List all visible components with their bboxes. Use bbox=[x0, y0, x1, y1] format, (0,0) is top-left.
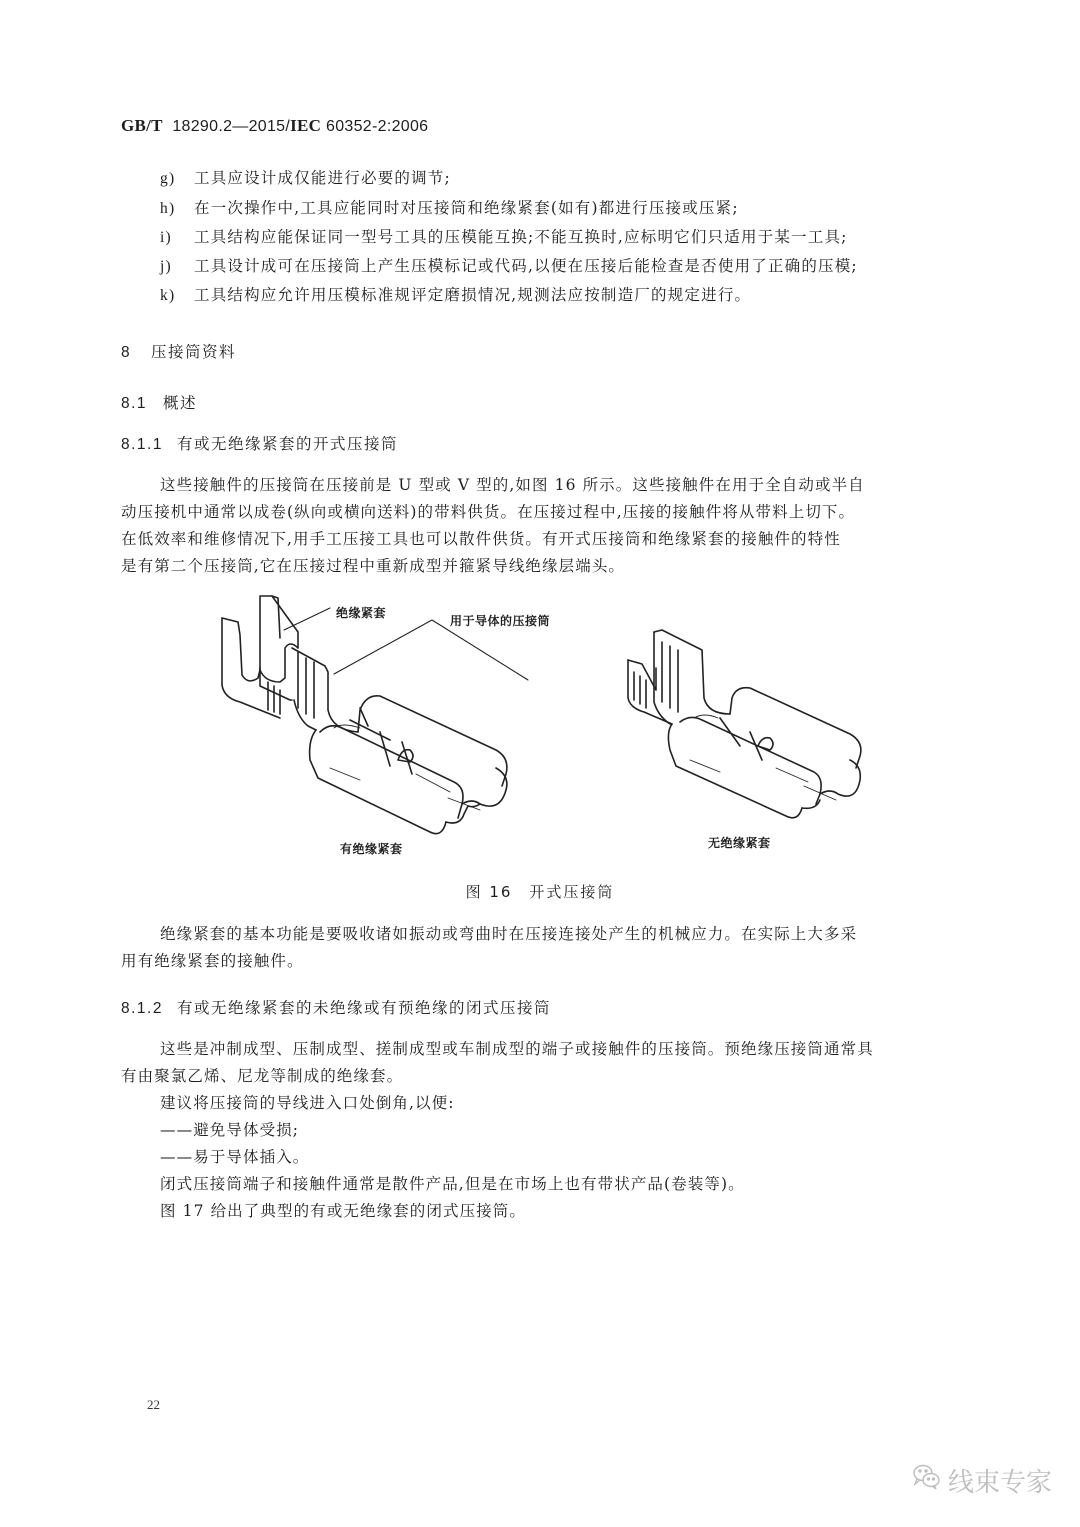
wechat-icon bbox=[912, 1463, 942, 1498]
list-marker: h) bbox=[160, 200, 176, 217]
list-text: 工具结构应能保证同一型号工具的压模能互换;不能互换时,应标明它们只适用于某一工具; bbox=[194, 228, 848, 246]
section-heading-8 bbox=[121, 340, 236, 362]
standard-prefix: GB/T bbox=[121, 116, 163, 135]
section-number: 8.1.2 bbox=[121, 1000, 163, 1017]
section-title: 有或无绝缘紧套的开式压接筒 bbox=[177, 435, 399, 453]
paragraph-line: 图 17 给出了典型的有或无绝缘套的闭式压接筒。 bbox=[160, 1202, 526, 1220]
paragraph-line: 这些接触件的压接筒在压接前是 U 型或 V 型的,如图 16 所示。这些接触件在用于全自动或半自 bbox=[160, 476, 865, 494]
section-heading-8-1-2 bbox=[121, 996, 551, 1018]
open-crimp-barrel-illustration bbox=[210, 590, 870, 870]
list-marker: k) bbox=[160, 287, 176, 304]
section-title: 概述 bbox=[163, 394, 198, 412]
list-text: 工具应设计成仅能进行必要的调节; bbox=[194, 169, 451, 187]
list-item-i bbox=[160, 225, 848, 247]
paragraph-line: 在低效率和维修情况下,用手工压接工具也可以散件供货。有开式压接筒和绝缘紧套的接触件的特性 bbox=[121, 530, 841, 548]
paragraph-insulation-grip-function bbox=[121, 921, 971, 975]
label-with-insulation-grip: 有绝缘紧套 bbox=[340, 842, 403, 856]
section-number: 8.1 bbox=[121, 395, 148, 412]
list-text: 工具设计成可在压接筒上产生压模标记或代码,以便在压接后能检查是否使用了正确的压模; bbox=[194, 257, 858, 275]
section-heading-8-1-1 bbox=[121, 432, 398, 454]
iec-number: 60352-2:2006 bbox=[326, 118, 429, 135]
watermark-text: 线束专家 bbox=[948, 1468, 1053, 1498]
terminal-with-insulation-grip bbox=[222, 596, 507, 834]
paragraph-line: 闭式压接筒端子和接触件通常是散件产品,但是在市场上也有带状产品(卷装等)。 bbox=[160, 1175, 745, 1193]
paragraph-line: 是有第二个压接筒,它在压接过程中重新成型并箍紧导线绝缘层端头。 bbox=[121, 557, 626, 575]
section-heading-8-1 bbox=[121, 391, 197, 413]
section-number: 8.1.1 bbox=[121, 436, 163, 453]
standard-header bbox=[121, 116, 428, 136]
paragraph-8-1-1 bbox=[121, 472, 971, 580]
paragraph-line: 动压接机中通常以成卷(纵向或横向送料)的带料供货。在压接过程中,压接的接触件将从带料上切下。 bbox=[121, 503, 856, 521]
label-without-insulation-grip: 无绝缘紧套 bbox=[708, 836, 771, 850]
bullet-item: ——避免导体受损; bbox=[160, 1121, 300, 1139]
list-item-k bbox=[160, 283, 751, 305]
recommendation-line: 建议将压接筒的导线进入口处倒角,以便: bbox=[160, 1094, 455, 1112]
leader-line-insulation-grip bbox=[284, 608, 330, 630]
figure-16 bbox=[210, 590, 870, 870]
page-number: 22 bbox=[147, 1397, 160, 1412]
list-text: 在一次操作中,工具应能同时对压接筒和绝缘紧套(如有)都进行压接或压紧; bbox=[194, 199, 739, 217]
list-marker: j) bbox=[160, 258, 172, 275]
bullet-item: ——易于导体插入。 bbox=[160, 1148, 310, 1166]
figure-caption: 图 16 开式压接筒 bbox=[465, 883, 615, 901]
section-number: 8 bbox=[121, 344, 132, 361]
watermark bbox=[912, 1462, 1052, 1499]
paragraph-8-1-2 bbox=[121, 1036, 971, 1225]
list-marker: g) bbox=[160, 170, 176, 187]
paragraph-line: 这些是冲制成型、压制成型、搓制成型或车制成型的端子或接触件的压接筒。预绝缘压接筒通常具 bbox=[160, 1040, 874, 1058]
standard-number: 18290.2—2015/ bbox=[172, 118, 291, 135]
iec-prefix: IEC bbox=[290, 116, 322, 135]
paragraph-line: 用有绝缘紧套的接触件。 bbox=[121, 952, 304, 970]
paragraph-line: 绝缘紧套的基本功能是要吸收诸如振动或弯曲时在压接连接处产生的机械应力。在实际上大多采 bbox=[160, 925, 858, 943]
list-item-j bbox=[160, 254, 858, 276]
list-item-g bbox=[160, 166, 451, 188]
list-marker: i) bbox=[160, 229, 172, 246]
paragraph-line: 有由聚氯乙烯、尼龙等制成的绝缘套。 bbox=[121, 1067, 404, 1085]
section-title: 有或无绝缘紧套的未绝缘或有预绝缘的闭式压接筒 bbox=[177, 999, 552, 1017]
label-insulation-grip: 绝缘紧套 bbox=[336, 606, 387, 620]
list-text: 工具结构应允许用压模标准规评定磨损情况,规测法应按制造厂的规定进行。 bbox=[194, 286, 752, 304]
terminal-without-insulation-grip bbox=[628, 630, 861, 818]
section-title: 压接筒资料 bbox=[151, 343, 237, 361]
label-conductor-barrel: 用于导体的压接筒 bbox=[450, 614, 551, 628]
list-item-h bbox=[160, 196, 739, 218]
leader-line-conductor-barrel bbox=[334, 620, 528, 680]
